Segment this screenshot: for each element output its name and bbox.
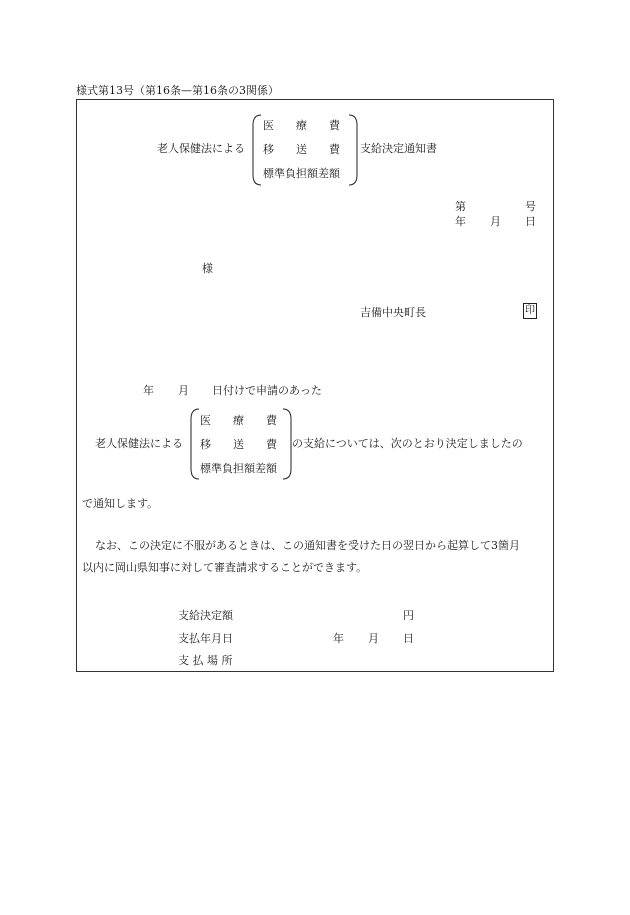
body-item-medical: 医 療 費 xyxy=(200,414,277,427)
body-continuation: で通知します。 xyxy=(82,497,159,510)
title-item-burden-diff: 標準負担額差額 xyxy=(263,167,340,180)
issuer: 吉備中央町長 xyxy=(360,306,426,319)
payment-date-day: 日 xyxy=(403,632,414,645)
title-suffix: 支給決定通知書 xyxy=(360,142,437,155)
body-month: 月 xyxy=(178,384,189,397)
date-year: 年 xyxy=(455,215,466,228)
seal-mark: 印 xyxy=(523,303,537,319)
body-application-text: 日付けで申請のあった xyxy=(212,384,322,397)
body-prefix: 老人保健法による xyxy=(95,437,183,450)
body-year: 年 xyxy=(143,384,154,397)
payment-date-year: 年 xyxy=(333,632,344,645)
number-dai: 第 xyxy=(455,200,466,213)
date-day: 日 xyxy=(525,215,536,228)
title-brace-group xyxy=(251,113,359,187)
payment-date-label: 支払年月日 xyxy=(178,632,233,645)
body-item-burden-diff: 標準負担額差額 xyxy=(200,462,277,475)
body-brace-group xyxy=(189,407,293,481)
appeal-note-line1: なお、この決定に不服があるときは、この通知書を受けた日の翌日から起算して3箇月 xyxy=(95,539,520,552)
addressee-suffix: 様 xyxy=(202,262,213,275)
form-number: 様式第13号（第16条—第16条の3関係） xyxy=(76,84,279,97)
body-item-transport: 移 送 費 xyxy=(200,438,277,451)
title-prefix: 老人保健法による xyxy=(157,142,245,155)
date-month: 月 xyxy=(490,215,501,228)
payment-place-label: 支 払 場 所 xyxy=(178,654,233,667)
number-go: 号 xyxy=(525,200,536,213)
amount-unit: 円 xyxy=(403,609,414,622)
title-item-transport: 移 送 費 xyxy=(263,143,340,156)
appeal-note-line2: 以内に岡山県知事に対して審査請求することができます。 xyxy=(82,561,368,574)
title-item-medical: 医 療 費 xyxy=(263,119,340,132)
payment-date-month: 月 xyxy=(368,632,379,645)
amount-label: 支給決定額 xyxy=(178,609,233,622)
body-after-brace: の支給については、次のとおり決定しましたの xyxy=(292,437,523,450)
